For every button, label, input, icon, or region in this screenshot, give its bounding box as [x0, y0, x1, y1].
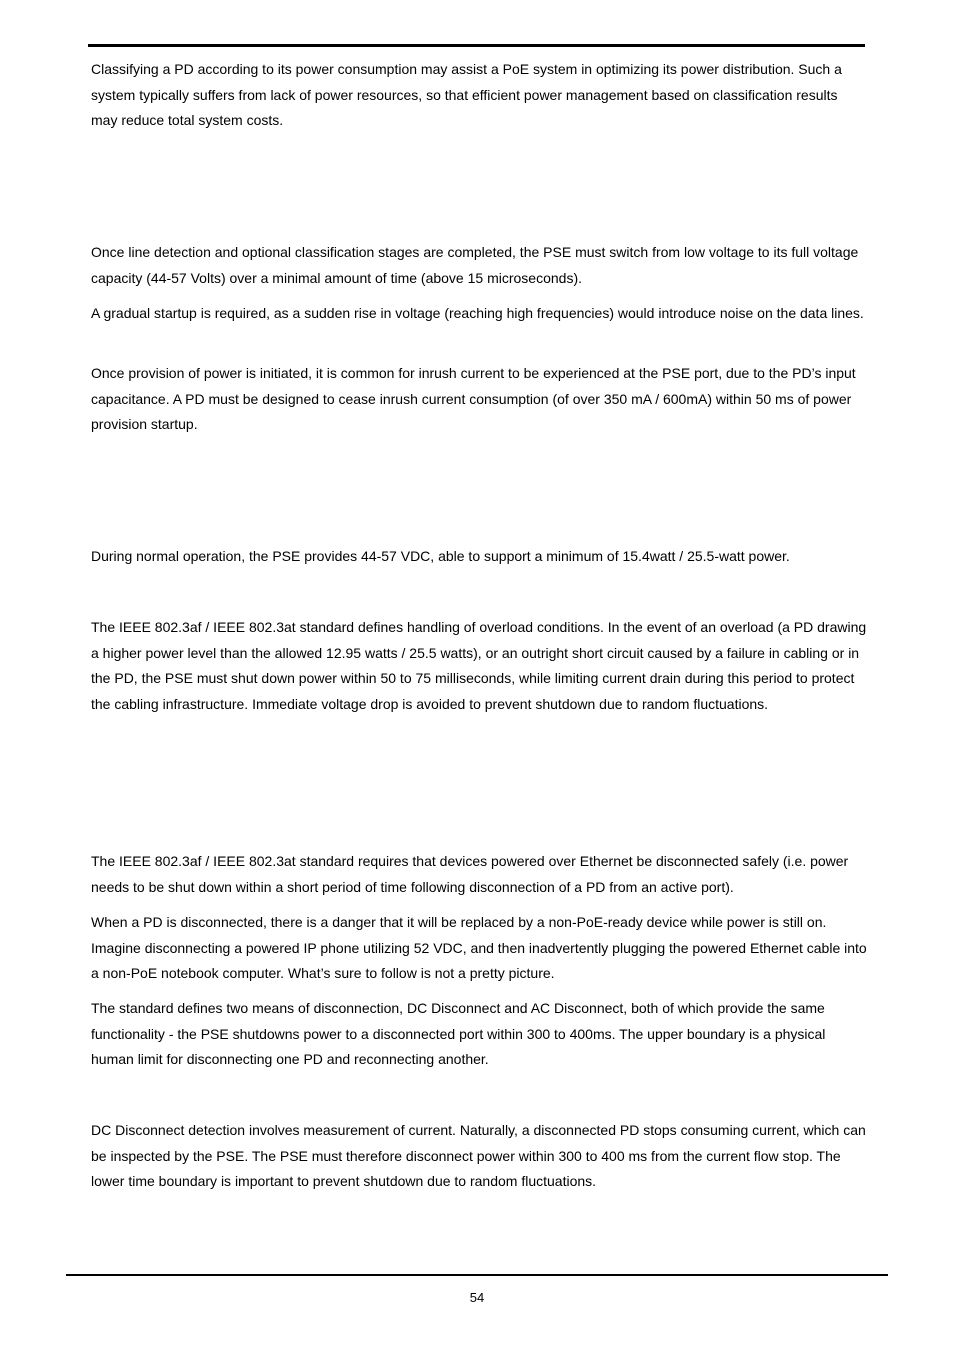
paragraph-disconnect-requirement: The IEEE 802.3af / IEEE 802.3at standard requires that devices powered over Ethernet be disconnected safely (i.e. power needs to be shut down within a short period of time following disconnection of a PD from an active port).: [91, 853, 849, 895]
header-rule: [88, 44, 865, 47]
page-number: 54: [469, 1290, 485, 1305]
paragraph-classification: Classifying a PD according to its power consumption may assist a PoE system in optimizing its power distribution. Such a system typically suffers from lack of power resources, so that efficient power management based on classification results may reduce total system costs.: [91, 61, 842, 129]
footer-rule: [66, 1274, 888, 1276]
paragraph-overload: The IEEE 802.3af / IEEE 802.3at standard defines handling of overload conditions. In the event of an overload (a PD drawing a higher power level than the allowed 12.95 watts / 25.5 watts), or an outright short circuit caused by a failure in cabling or in the PD, the PSE must shut down power within 50 to 75 milliseconds, while limiting current drain during this period to protect the cabling infrastructure. Immediate voltage drop is avoided to prevent shutdown due to random fluctuations.: [91, 619, 867, 712]
paragraph-inrush-current: Once provision of power is initiated, it is common for inrush current to be experienced at the PSE port, due to the PD’s input capacitance. A PD must be designed to cease inrush current consumption (of over 350 mA / 600mA) within 50 ms of power provision startup.: [91, 365, 856, 433]
paragraph-normal-operation: During normal operation, the PSE provides 44-57 VDC, able to support a minimum of 15.4watt / 25.5-watt power.: [91, 548, 790, 564]
paragraph-disconnect-means: The standard defines two means of disconnection, DC Disconnect and AC Disconnect, both of which provide the same functionality - the PSE shutdowns power to a disconnected port within 300 to 400ms. The upper boundary is a physical human limit for disconnecting one PD and reconnecting another.: [91, 1000, 826, 1068]
paragraph-dc-disconnect: DC Disconnect detection involves measurement of current. Naturally, a disconnected PD stops consuming current, which can be inspected by the PSE. The PSE must therefore disconnect power within 300 to 400 ms from the current flow stop. The lower time boundary is important to prevent shutdown due to random fluctuations.: [91, 1122, 866, 1190]
paragraph-disconnect-danger: When a PD is disconnected, there is a danger that it will be replaced by a non-PoE-ready device while power is still on. Imagine disconnecting a powered IP phone utilizing 52 VDC, and then inadvertently plugging the powered Ethernet cable into a non-PoE notebook computer. What’s sure to follow is not a pretty picture.: [91, 914, 867, 982]
paragraph-gradual-startup: A gradual startup is required, as a sudden rise in voltage (reaching high frequencies) would introduce noise on the data lines.: [91, 305, 864, 321]
paragraph-startup-voltage: Once line detection and optional classification stages are completed, the PSE must switch from low voltage to its full voltage capacity (44-57 Volts) over a minimal amount of time (above 15 microseconds).: [91, 244, 859, 286]
